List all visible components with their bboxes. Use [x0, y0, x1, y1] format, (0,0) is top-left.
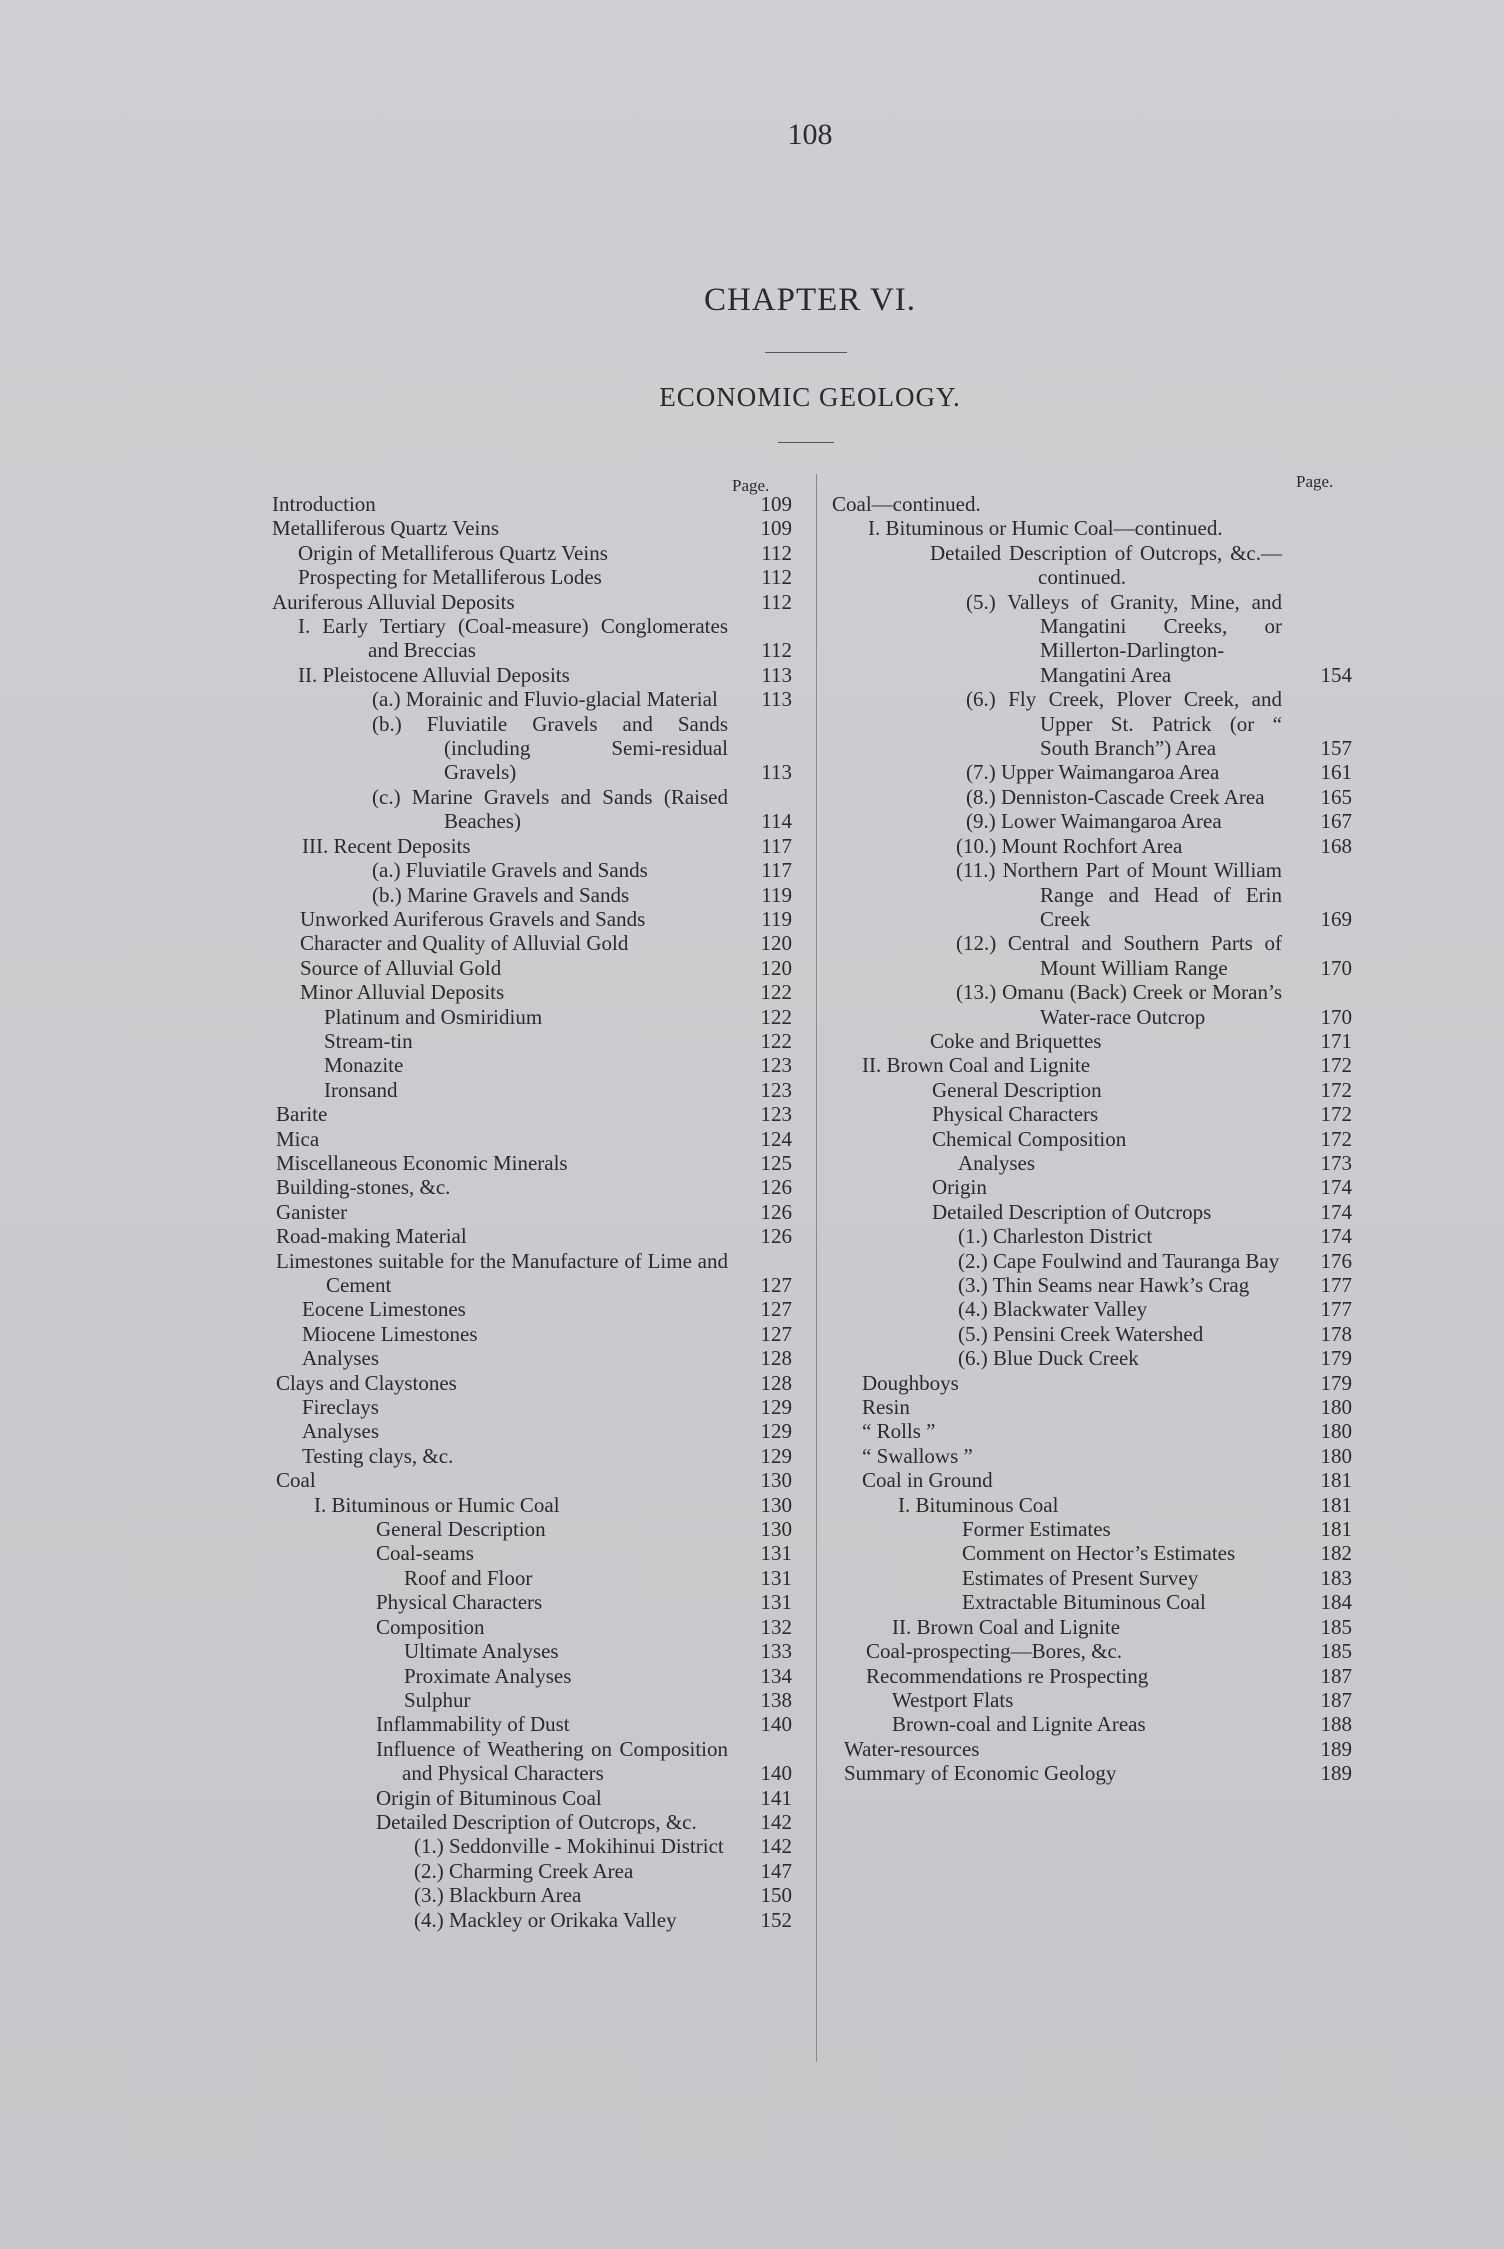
toc-entry-title: Roof and Floor: [404, 1565, 533, 1590]
section-title: ECONOMIC GEOLOGY.: [659, 382, 961, 412]
toc-entry-page: 189: [1320, 1736, 1352, 1761]
toc-entry: [272, 1371, 792, 1395]
toc-entry-page: 184: [1320, 1590, 1352, 1615]
toc-entry: [832, 834, 1352, 858]
toc-entry-title: Westport Flats: [892, 1687, 1014, 1712]
toc-entry-page: 174: [1320, 1175, 1352, 1200]
toc-entry-title: “ Swallows ”: [862, 1443, 973, 1468]
toc-entry: [832, 1712, 1352, 1736]
toc-entry-page: 123: [760, 1077, 792, 1102]
toc-entry: [832, 1737, 1352, 1761]
toc-entry-title: Analyses: [958, 1150, 1035, 1175]
toc-entry: [272, 1005, 792, 1029]
toc-entry-title: General Description: [932, 1077, 1102, 1102]
toc-entry-title: Unworked Auriferous Gravels and Sands: [300, 906, 646, 931]
toc-entry-title: Analyses: [302, 1346, 379, 1371]
toc-entry-title: (2.) Cape Foulwind and Tauranga Bay: [958, 1248, 1280, 1273]
toc-entry: [832, 1444, 1352, 1468]
toc-entry: [832, 1395, 1352, 1419]
toc-entry-title: (8.) Denniston-Cascade Creek Area: [966, 784, 1265, 809]
toc-entry-title: (b.) Marine Gravels and Sands: [372, 882, 630, 907]
toc-entry-title: Analyses: [302, 1419, 379, 1444]
toc-entry: [272, 565, 792, 589]
toc-entry: [832, 1102, 1352, 1126]
toc-entry: [832, 1541, 1352, 1565]
toc-entry: [832, 1078, 1352, 1102]
toc-entry: [272, 1590, 792, 1614]
toc-entry-page: 157: [1320, 736, 1352, 761]
toc-entry-title: Summary of Economic Geology: [844, 1761, 1117, 1786]
toc-entry-title: Doughboys: [862, 1370, 959, 1395]
toc-entry-page: 182: [1320, 1541, 1352, 1566]
toc-entry-page: 150: [760, 1883, 792, 1908]
toc-entry-title: (2.) Charming Creek Area: [414, 1858, 634, 1883]
toc-entry-page: 178: [1320, 1321, 1352, 1346]
toc-entry: [272, 1810, 792, 1834]
toc-entry-page: 134: [760, 1663, 792, 1688]
page-column-header: Page.: [732, 476, 770, 495]
toc-entry-page: 170: [1320, 1004, 1352, 1029]
toc-entry: [832, 1200, 1352, 1224]
toc-entry: [272, 1175, 792, 1199]
toc-entry-title: “ Rolls ”: [862, 1419, 936, 1444]
toc-entry-title: (c.) Marine Gravels and Sands (Raised Beaches): [372, 784, 728, 834]
toc-entry-title: (4.) Mackley or Orikaka Valley: [414, 1907, 677, 1932]
toc-entry-page: 125: [760, 1150, 792, 1175]
toc-entry-title: (9.) Lower Waimangaroa Area: [966, 809, 1222, 834]
toc-entry-page: 172: [1320, 1126, 1352, 1151]
toc-entry-title: (7.) Upper Waimangaroa Area: [966, 760, 1220, 785]
toc-entry-page: 154: [1320, 662, 1352, 687]
toc-entry: [272, 1078, 792, 1102]
toc-entry-title: (4.) Blackwater Valley: [958, 1297, 1148, 1322]
toc-entry-page: 180: [1320, 1395, 1352, 1420]
toc-entry-page: 152: [760, 1907, 792, 1932]
toc-entry: [832, 492, 1352, 516]
toc-entry-page: 113: [761, 760, 792, 785]
toc-entry: [832, 1151, 1352, 1175]
toc-entry: [272, 1395, 792, 1419]
toc-entry: [832, 1224, 1352, 1248]
toc-entry-page: 187: [1320, 1663, 1352, 1688]
toc-entry-title: Origin of Bituminous Coal: [376, 1785, 602, 1810]
toc-entry: [272, 614, 792, 663]
toc-entry: [832, 1419, 1352, 1443]
toc-entry-title: Former Estimates: [962, 1517, 1111, 1542]
toc-entry-page: 120: [760, 955, 792, 980]
toc-entry: [832, 590, 1352, 688]
toc-entry-page: 132: [760, 1614, 792, 1639]
toc-entry-title: Clays and Claystones: [276, 1370, 457, 1395]
toc-entry-page: 131: [760, 1565, 792, 1590]
toc-entry: [832, 1175, 1352, 1199]
toc-entry: [272, 663, 792, 687]
toc-entry-page: 112: [761, 589, 792, 614]
divider-rule: [765, 352, 847, 353]
toc-entry: [832, 687, 1352, 760]
toc-entry: [272, 1517, 792, 1541]
toc-entry-page: 165: [1320, 784, 1352, 809]
toc-entry-title: Proximate Analyses: [404, 1663, 572, 1688]
toc-entry-page: 172: [1320, 1077, 1352, 1102]
toc-entry-page: 183: [1320, 1565, 1352, 1590]
toc-entry: [832, 1127, 1352, 1151]
toc-entry: [832, 980, 1352, 1029]
page-number: 108: [787, 118, 833, 151]
toc-entry: [272, 687, 792, 711]
toc-entry: [272, 1346, 792, 1370]
toc-entry: [272, 907, 792, 931]
toc-entry: [272, 1834, 792, 1858]
toc-entry: [272, 1224, 792, 1248]
toc-entry-page: 181: [1320, 1492, 1352, 1517]
toc-entry-title: Composition: [376, 1614, 485, 1639]
toc-entry-page: 177: [1320, 1273, 1352, 1297]
toc-entry-title: (3.) Blackburn Area: [414, 1883, 582, 1908]
toc-entry-page: 128: [760, 1346, 792, 1371]
toc-entry-title: Estimates of Present Survey: [962, 1565, 1199, 1590]
toc-entry-title: Introduction: [272, 492, 376, 516]
toc-entry: [272, 956, 792, 980]
toc-entry: [272, 785, 792, 834]
toc-entry: [832, 1761, 1352, 1785]
toc-entry-title: Comment on Hector’s Estimates: [962, 1541, 1236, 1566]
toc-entry: [832, 1371, 1352, 1395]
toc-entry: [832, 516, 1352, 540]
toc-entry-title: Metalliferous Quartz Veins: [272, 516, 500, 541]
toc-entry-title: (5.) Pensini Creek Watershed: [958, 1321, 1204, 1346]
toc-entry: [272, 1102, 792, 1126]
toc-entry-page: 174: [1320, 1224, 1352, 1249]
toc-entry-page: 168: [1320, 833, 1352, 858]
toc-entry-page: 172: [1320, 1102, 1352, 1127]
toc-entry-page: 170: [1320, 955, 1352, 980]
toc-entry-title: Monazite: [324, 1053, 404, 1078]
toc-entry-title: Source of Alluvial Gold: [300, 955, 502, 980]
toc-entry-page: 109: [760, 492, 792, 516]
toc-entry: [272, 1639, 792, 1663]
toc-entry-title: (a.) Morainic and Fluvio-glacial Material: [372, 687, 718, 712]
toc-entry-title: Coal—continued.: [832, 492, 981, 516]
toc-entry-title: Miocene Limestones: [302, 1321, 478, 1346]
toc-entry-title: Limestones suitable for the Manufacture of Lime and Cement: [276, 1248, 728, 1297]
toc-entry-title: Ganister: [276, 1199, 348, 1224]
toc-entry: [272, 980, 792, 1004]
toc-entry: [272, 858, 792, 882]
toc-entry-page: 123: [760, 1102, 792, 1127]
toc-entry: [832, 1249, 1352, 1273]
toc-entry-page: 119: [761, 882, 792, 907]
toc-entry-title: Platinum and Osmiridium: [324, 1004, 543, 1029]
toc-entry-page: 130: [760, 1492, 792, 1517]
column-divider: [816, 474, 817, 2062]
toc-entry: [272, 931, 792, 955]
toc-entry-title: Detailed Description of Outcrops, &c.—continued.: [930, 540, 1282, 590]
toc-entry-page: 187: [1320, 1687, 1352, 1712]
toc-entry-page: 179: [1320, 1370, 1352, 1395]
toc-entry-page: 147: [760, 1858, 792, 1883]
toc-entry: [272, 1786, 792, 1810]
toc-entry-title: (3.) Thin Seams near Hawk’s Crag: [958, 1273, 1250, 1297]
divider-rule: [778, 442, 834, 443]
toc-entry-page: 112: [761, 638, 792, 663]
toc-entry-title: Coal: [276, 1468, 316, 1493]
toc-entry: [272, 1200, 792, 1224]
toc-entry-title: Extractable Bituminous Coal: [962, 1590, 1206, 1615]
toc-entry: [832, 1053, 1352, 1077]
toc-entry-page: 117: [761, 833, 792, 858]
contents-left-column: [272, 492, 792, 1932]
toc-entry: [832, 541, 1352, 590]
toc-entry-page: 189: [1320, 1761, 1352, 1786]
toc-entry: [272, 1859, 792, 1883]
toc-entry-title: I. Bituminous or Humic Coal: [314, 1492, 560, 1517]
toc-entry-title: Physical Characters: [932, 1102, 1099, 1127]
toc-entry-title: (1.) Charleston District: [958, 1224, 1153, 1249]
toc-entry-title: Origin: [932, 1175, 987, 1200]
toc-entry-title: (10.) Mount Rochfort Area: [956, 833, 1183, 858]
toc-entry: [832, 1566, 1352, 1590]
toc-entry-title: Coal in Ground: [862, 1468, 993, 1493]
toc-entry: [832, 809, 1352, 833]
toc-entry-page: 131: [760, 1541, 792, 1566]
toc-entry-title: Physical Characters: [376, 1590, 543, 1615]
toc-entry-page: 180: [1320, 1443, 1352, 1468]
toc-entry: [832, 1615, 1352, 1639]
toc-entry: [272, 492, 792, 516]
toc-entry: [272, 1712, 792, 1736]
toc-entry-page: 179: [1320, 1346, 1352, 1371]
toc-entry-title: Barite: [276, 1102, 328, 1127]
toc-entry-title: Stream-tin: [324, 1028, 413, 1053]
toc-entry-title: Chemical Composition: [932, 1126, 1127, 1151]
toc-entry: [272, 1908, 792, 1932]
toc-entry-page: 122: [760, 1004, 792, 1029]
toc-entry: [832, 760, 1352, 784]
toc-entry-page: 181: [1320, 1468, 1352, 1493]
toc-entry: [832, 858, 1352, 931]
toc-entry: [272, 590, 792, 614]
toc-entry-page: 172: [1320, 1053, 1352, 1078]
toc-entry-page: 185: [1320, 1614, 1352, 1639]
toc-entry-title: Origin of Metalliferous Quartz Veins: [298, 540, 608, 565]
toc-entry-page: 127: [760, 1273, 792, 1297]
toc-entry-page: 112: [761, 565, 792, 590]
toc-entry-title: General Description: [376, 1517, 546, 1542]
toc-entry: [272, 834, 792, 858]
toc-entry-title: Eocene Limestones: [302, 1297, 466, 1322]
toc-entry: [272, 1419, 792, 1443]
toc-entry-page: 129: [760, 1419, 792, 1444]
toc-entry: [832, 1493, 1352, 1517]
toc-entry-title: Road-making Material: [276, 1224, 467, 1249]
toc-entry: [272, 1249, 792, 1298]
chapter-heading: CHAPTER VI.: [703, 282, 917, 318]
toc-entry-title: Detailed Description of Outcrops: [932, 1199, 1212, 1224]
toc-entry-page: 130: [760, 1517, 792, 1542]
toc-entry-title: (11.) Northern Part of Mount William Range and Head of Erin Creek: [956, 858, 1282, 931]
toc-entry-title: Building-stones, &c.: [276, 1175, 451, 1200]
toc-entry-page: 112: [761, 540, 792, 565]
toc-entry-title: Sulphur: [404, 1687, 471, 1712]
toc-entry-title: (a.) Fluviatile Gravels and Sands: [372, 858, 648, 883]
toc-entry-page: 138: [760, 1687, 792, 1712]
toc-entry-title: Resin: [862, 1395, 910, 1420]
toc-entry-page: 119: [761, 906, 792, 931]
toc-entry-page: 123: [760, 1053, 792, 1078]
toc-entry-page: 129: [760, 1443, 792, 1468]
toc-entry-title: (6.) Fly Creek, Plover Creek, and Upper St. Patrick (or “ South Branch”) Area: [966, 687, 1282, 761]
toc-entry: [272, 516, 792, 540]
toc-entry: [272, 1297, 792, 1321]
toc-entry-title: Inflammability of Dust: [376, 1712, 570, 1737]
toc-entry-title: I. Early Tertiary (Coal-measure) Conglomerates and Breccias: [298, 614, 728, 663]
toc-entry-title: Ultimate Analyses: [404, 1639, 559, 1664]
toc-entry-page: 177: [1320, 1297, 1352, 1322]
toc-entry-title: Mica: [276, 1126, 320, 1151]
toc-entry-page: 114: [761, 809, 792, 834]
toc-entry-page: 117: [761, 858, 792, 883]
toc-entry: [832, 1029, 1352, 1053]
toc-entry-page: 180: [1320, 1419, 1352, 1444]
toc-entry-title: (5.) Valleys of Granity, Mine, and Mangatini Creeks, or Millerton-Darlington-Mangatini Area: [966, 589, 1282, 687]
toc-entry-title: II. Brown Coal and Lignite: [892, 1614, 1121, 1639]
toc-entry-page: 122: [760, 980, 792, 1005]
toc-entry: [832, 1590, 1352, 1614]
toc-entry-page: 171: [1320, 1028, 1352, 1053]
toc-entry-page: 113: [761, 662, 792, 687]
toc-entry-page: 169: [1320, 906, 1352, 931]
toc-entry-title: Fireclays: [302, 1395, 379, 1420]
toc-entry-title: (6.) Blue Duck Creek: [958, 1346, 1139, 1371]
toc-entry: [272, 1029, 792, 1053]
toc-entry-page: 131: [760, 1590, 792, 1615]
toc-entry-page: 174: [1320, 1199, 1352, 1224]
toc-entry: [832, 785, 1352, 809]
toc-entry-title: Recommendations re Prospecting: [866, 1663, 1149, 1688]
page-column-header: Page.: [1296, 472, 1334, 491]
toc-entry-page: 126: [760, 1175, 792, 1200]
toc-entry: [272, 1493, 792, 1517]
toc-entry-page: 128: [760, 1370, 792, 1395]
toc-entry: [832, 1297, 1352, 1321]
toc-entry: [832, 931, 1352, 980]
toc-entry-page: 140: [760, 1712, 792, 1737]
toc-entry-page: 188: [1320, 1712, 1352, 1737]
toc-entry: [832, 1688, 1352, 1712]
toc-entry-title: I. Bituminous Coal: [898, 1492, 1059, 1517]
toc-entry-title: Influence of Weathering on Composition and Physical Characters: [376, 1736, 728, 1786]
contents-right-column: [832, 492, 1352, 1786]
toc-entry: [272, 712, 792, 785]
toc-entry-title: Coke and Briquettes: [930, 1028, 1102, 1053]
toc-entry-title: II. Brown Coal and Lignite: [862, 1053, 1091, 1078]
toc-entry: [272, 1566, 792, 1590]
toc-entry-page: 120: [760, 931, 792, 956]
toc-entry-page: 109: [760, 516, 792, 541]
toc-entry: [272, 1664, 792, 1688]
toc-entry: [832, 1517, 1352, 1541]
toc-entry-title: Coal-prospecting—Bores, &c.: [866, 1639, 1123, 1664]
toc-entry: [272, 1444, 792, 1468]
toc-entry-title: Ironsand: [324, 1077, 398, 1102]
toc-entry-page: 133: [760, 1639, 792, 1664]
toc-entry-title: Water-resources: [844, 1736, 980, 1761]
toc-entry-title: (13.) Omanu (Back) Creek or Moran’s Water-race Outcrop: [956, 980, 1282, 1029]
toc-entry-page: 167: [1320, 809, 1352, 834]
toc-entry-title: I. Bituminous or Humic Coal—continued.: [868, 516, 1223, 541]
toc-entry: [272, 541, 792, 565]
toc-entry-page: 127: [760, 1297, 792, 1322]
toc-entry-title: Minor Alluvial Deposits: [300, 980, 505, 1005]
toc-entry-title: (b.) Fluviatile Gravels and Sands (including Semi-residual Gravels): [372, 711, 728, 785]
toc-entry-page: 126: [760, 1199, 792, 1224]
toc-entry-page: 124: [760, 1126, 792, 1151]
toc-entry: [272, 1541, 792, 1565]
toc-entry-title: Detailed Description of Outcrops, &c.: [376, 1809, 697, 1834]
toc-entry: [272, 1127, 792, 1151]
toc-entry-title: Brown-coal and Lignite Areas: [892, 1712, 1146, 1737]
toc-entry: [272, 1688, 792, 1712]
toc-entry-page: 122: [760, 1028, 792, 1053]
toc-entry: [272, 1322, 792, 1346]
toc-entry: [272, 1053, 792, 1077]
toc-entry: [272, 883, 792, 907]
toc-entry: [832, 1639, 1352, 1663]
toc-entry-page: 113: [761, 687, 792, 712]
toc-entry-page: 127: [760, 1321, 792, 1346]
toc-entry-title: III. Recent Deposits: [302, 833, 471, 858]
toc-entry-page: 181: [1320, 1517, 1352, 1542]
toc-entry-page: 173: [1320, 1150, 1352, 1175]
toc-entry-page: 142: [760, 1809, 792, 1834]
toc-entry: [272, 1615, 792, 1639]
toc-entry-page: 140: [760, 1761, 792, 1786]
toc-entry-page: 161: [1320, 760, 1352, 785]
toc-entry-title: Character and Quality of Alluvial Gold: [300, 931, 629, 956]
toc-entry-title: (1.) Seddonville - Mokihinui District: [414, 1834, 724, 1859]
toc-entry-page: 126: [760, 1224, 792, 1249]
toc-entry: [832, 1664, 1352, 1688]
toc-entry-page: 176: [1320, 1248, 1352, 1273]
toc-entry: [272, 1737, 792, 1786]
toc-entry-page: 185: [1320, 1639, 1352, 1664]
toc-entry: [832, 1346, 1352, 1370]
toc-entry: [832, 1273, 1352, 1297]
toc-entry: [832, 1468, 1352, 1492]
toc-entry-title: Auriferous Alluvial Deposits: [272, 589, 515, 614]
toc-entry: [272, 1468, 792, 1492]
toc-entry-title: (12.) Central and Southern Parts of Mount William Range: [956, 931, 1282, 980]
toc-entry-title: Miscellaneous Economic Minerals: [276, 1150, 568, 1175]
toc-entry-page: 129: [760, 1395, 792, 1420]
toc-entry-page: 130: [760, 1468, 792, 1493]
toc-entry-title: Testing clays, &c.: [302, 1443, 454, 1468]
toc-entry: [272, 1883, 792, 1907]
toc-entry-title: Coal-seams: [376, 1541, 474, 1566]
toc-entry: [832, 1322, 1352, 1346]
toc-entry-title: II. Pleistocene Alluvial Deposits: [298, 662, 570, 687]
toc-entry: [272, 1151, 792, 1175]
toc-entry-title: Prospecting for Metalliferous Lodes: [298, 565, 602, 590]
toc-entry-page: 141: [760, 1785, 792, 1810]
toc-entry-page: 142: [760, 1834, 792, 1859]
